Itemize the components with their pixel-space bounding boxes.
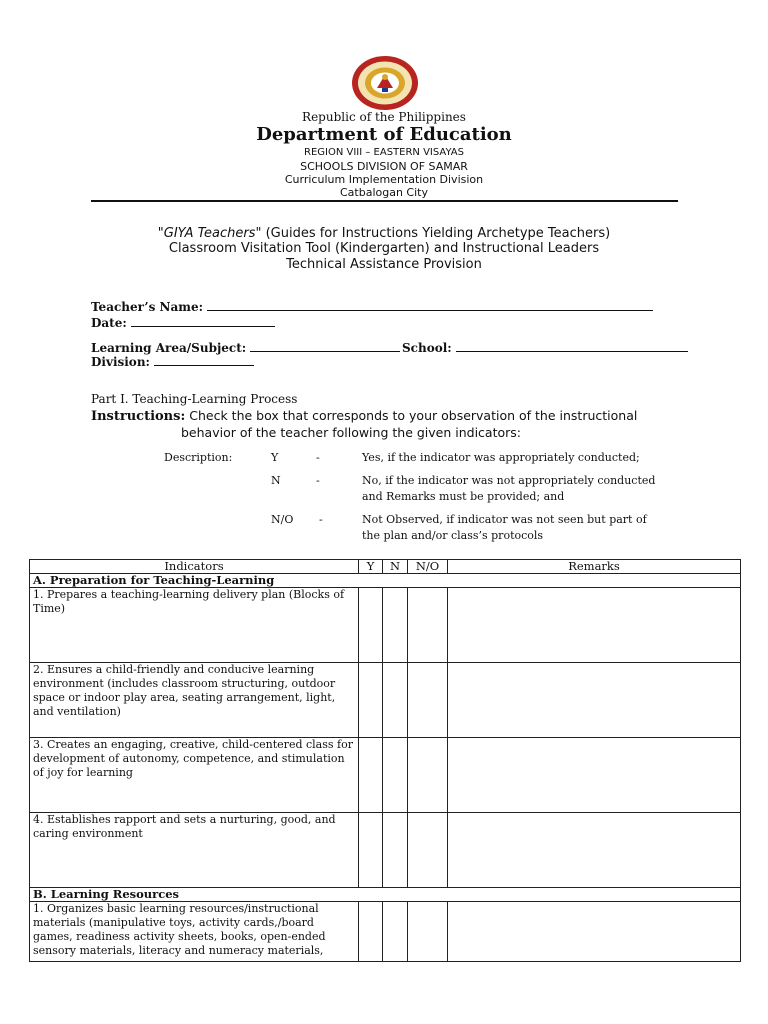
indicator-text: 3. Creates an engaging, creative, child-centered class for development of autonomy, competence, and stimulation of joy for learning (30, 738, 359, 813)
city-text: Catbalogan City (340, 186, 428, 199)
header-n: N (383, 560, 408, 574)
y-checkbox[interactable] (359, 663, 383, 738)
indicator-text: 4. Establishes rapport and sets a nurturing, good, and caring environment (30, 813, 359, 888)
n-checkbox[interactable] (383, 588, 408, 663)
region-text: REGION VIII – EASTERN VISAYAS (304, 147, 464, 158)
no-checkbox[interactable] (408, 902, 448, 962)
learning-area-label: Learning Area/Subject: (91, 341, 247, 355)
code-y-dash: - (316, 451, 320, 464)
no-checkbox[interactable] (408, 588, 448, 663)
section-row (30, 888, 741, 902)
indicator-text: 1. Organizes basic learning resources/instructional materials (manipulative toys, activity cards,/board games, readiness activity sheets, books, open-ended sensory materials, literacy and numeracy materials, (30, 902, 359, 962)
school-label: School: (402, 341, 452, 355)
instructions-label: Instructions: (91, 409, 186, 424)
form-title-line3: Technical Assistance Provision (286, 257, 482, 272)
part1-heading: Part I. Teaching-Learning Process (91, 392, 298, 406)
n-checkbox[interactable] (383, 902, 408, 962)
section-row (30, 574, 741, 588)
code-y: Y (271, 451, 279, 464)
code-no-dash: - (319, 513, 323, 526)
code-n: N (271, 474, 281, 487)
no-checkbox[interactable] (408, 813, 448, 888)
teacher-name-label: Teacher’s Name: (91, 300, 204, 314)
division-line[interactable] (154, 354, 254, 366)
remarks-cell[interactable] (448, 902, 741, 962)
republic-text: Republic of the Philippines (302, 110, 466, 124)
indicator-text: 2. Ensures a child-friendly and conducive learning environment (includes classroom structuring, outdoor space or indoor play area, seating arrangement, light, and ventilation) (30, 663, 359, 738)
section-a-label: A. Preparation for Teaching-Learning (30, 574, 741, 588)
y-checkbox[interactable] (359, 813, 383, 888)
y-checkbox[interactable] (359, 588, 383, 663)
code-no-text1: Not Observed, if indicator was not seen but part of (362, 513, 647, 526)
form-title-line1 (0, 226, 768, 241)
indicators-table (29, 559, 741, 962)
table-header-row (30, 560, 741, 574)
header-y: Y (359, 560, 383, 574)
header-divider (91, 200, 678, 202)
department-title: Department of Education (256, 124, 512, 145)
code-no: N/O (271, 513, 294, 526)
remarks-cell[interactable] (448, 588, 741, 663)
code-y-text: Yes, if the indicator was appropriately conducted; (362, 451, 640, 464)
indicator-text: 1. Prepares a teaching-learning delivery plan (Blocks of Time) (30, 588, 359, 663)
table-row (30, 902, 741, 962)
unit-text: Curriculum Implementation Division (284, 173, 484, 186)
code-n-dash: - (316, 474, 320, 487)
table-row (30, 588, 741, 663)
school-field[interactable] (402, 340, 688, 355)
y-checkbox[interactable] (359, 902, 383, 962)
division-label: Division: (91, 355, 150, 369)
no-checkbox[interactable] (408, 663, 448, 738)
form-title-line2: Classroom Visitation Tool (Kindergarten) and Instructional Leaders (168, 241, 600, 256)
date-label: Date: (91, 316, 127, 330)
date-line[interactable] (131, 315, 275, 327)
header-remarks: Remarks (448, 560, 741, 574)
school-line[interactable] (456, 340, 688, 352)
teacher-name-field[interactable] (91, 299, 653, 314)
code-no-text2: the plan and/or class’s protocols (362, 529, 544, 542)
remarks-cell[interactable] (448, 813, 741, 888)
learning-area-line[interactable] (250, 340, 400, 352)
y-checkbox[interactable] (359, 738, 383, 813)
division-text: SCHOOLS DIVISION OF SAMAR (300, 160, 468, 173)
instructions-line1 (91, 408, 637, 424)
instructions-text: Check the box that corresponds to your observation of the instructional (185, 408, 638, 423)
remarks-cell[interactable] (448, 738, 741, 813)
header-no: N/O (408, 560, 448, 574)
table-row (30, 663, 741, 738)
no-checkbox[interactable] (408, 738, 448, 813)
header-indicators: Indicators (30, 560, 359, 574)
division-field[interactable] (91, 354, 254, 369)
n-checkbox[interactable] (383, 813, 408, 888)
code-n-text1: No, if the indicator was not appropriately conducted (362, 474, 656, 487)
description-label: Description: (164, 451, 233, 464)
date-field[interactable] (91, 315, 275, 330)
instructions-line2: behavior of the teacher following the given indicators: (181, 425, 521, 440)
table-row (30, 738, 741, 813)
remarks-cell[interactable] (448, 663, 741, 738)
section-b-label: B. Learning Resources (30, 888, 741, 902)
n-checkbox[interactable] (383, 738, 408, 813)
code-n-text2: and Remarks must be provided; and (362, 490, 565, 503)
table-row (30, 813, 741, 888)
teacher-name-line[interactable] (207, 299, 653, 311)
learning-area-field[interactable] (91, 340, 400, 355)
giya-subtitle: (Guides for Instructions Yielding Archetype Teachers) (261, 226, 611, 241)
division-seal-icon (351, 55, 419, 111)
n-checkbox[interactable] (383, 663, 408, 738)
giya-italic: "GIYA Teachers" (157, 226, 262, 241)
